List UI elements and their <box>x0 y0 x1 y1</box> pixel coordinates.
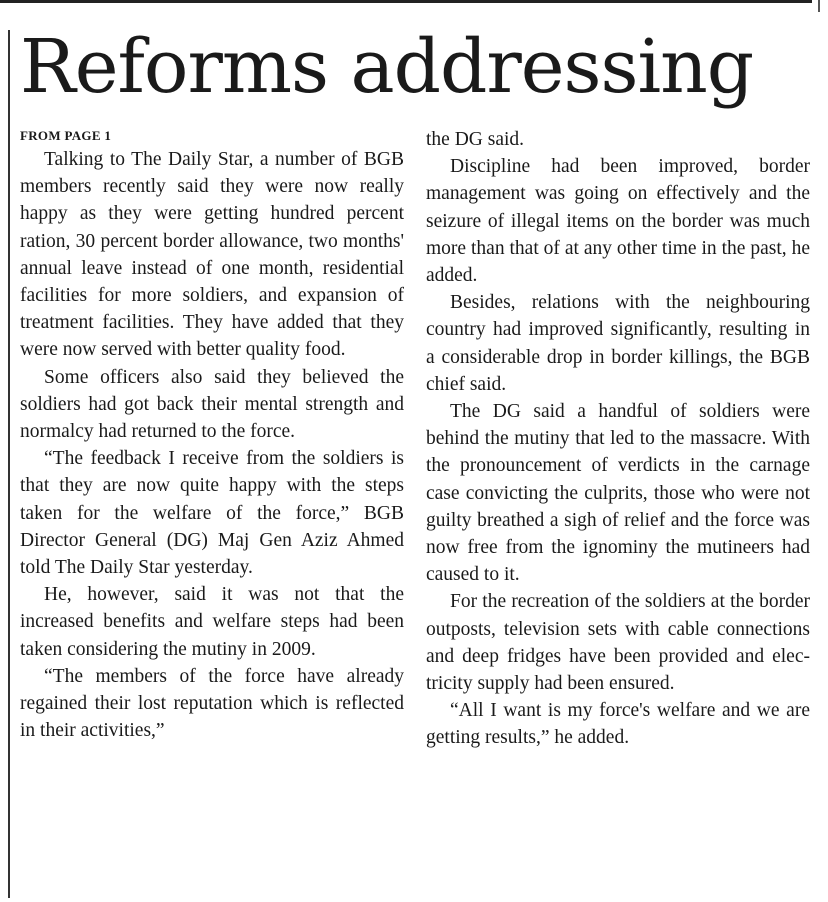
left-column <box>20 126 404 744</box>
paragraph-continuation: the DG said. <box>426 129 525 150</box>
paragraph: Besides, relations with the neighbouring country had improved significantly, resulting in a considerable drop in border killings, the BGB chief said. <box>426 292 810 395</box>
top-rule <box>0 0 812 3</box>
paragraph: Discipline had been improved, border management was going on effectively and the seizure of illegal items on the border was much more than that of at any other time in the past, he added. <box>426 156 810 287</box>
paragraph: “The feedback I receive from the soldiers is that they are now quite happy with the steps taken for the welfare of the force,” BGB Director General (DG) Maj Gen Aziz Ahmed told The Daily Star yesterday. <box>20 448 404 579</box>
paragraph: The DG said a handful of soldiers were behind the mutiny that led to the massacre. With the pronouncement of verdicts in the carnage case convicting the culprits, those who were not guilty breathed a sigh of relief and the force was now free from the ignominy the mutineers had caused to it. <box>426 401 810 586</box>
paragraph: Some officers also said they believed the soldiers had got back their mental strength and normalcy had returned to the force. <box>20 366 404 443</box>
paragraph: For the recreation of the soldiers at the border outposts, television sets with cable connections and deep fridges have been provided and electricity supply had been ensured. <box>426 591 810 695</box>
paragraph: He, however, said it was not that the increased benefits and welfare steps had been taken considering the mutiny in 2009. <box>20 584 404 660</box>
right-column <box>426 126 810 752</box>
dateline: FROM PAGE 1 <box>20 128 112 143</box>
paragraph: Talking to The Daily Star, a number of BGB members recently said they were now really happy as they were getting hundred percent ration, 30 percent border allowance, two months' annual leave instead of one month, residential facilities for more soldiers, and expansion of treatment facilities. They have added that they were now served with better quality food. <box>20 149 404 361</box>
corner-rule <box>818 0 820 12</box>
paragraph: “All I want is my force's welfare and we are getting results,” he added. <box>426 700 810 749</box>
left-column-rule <box>8 30 10 898</box>
paragraph: “The members of the force have already regained their lost reputation which is reflected in their activities,” <box>20 665 404 742</box>
headline: Reforms addressing <box>20 24 754 110</box>
